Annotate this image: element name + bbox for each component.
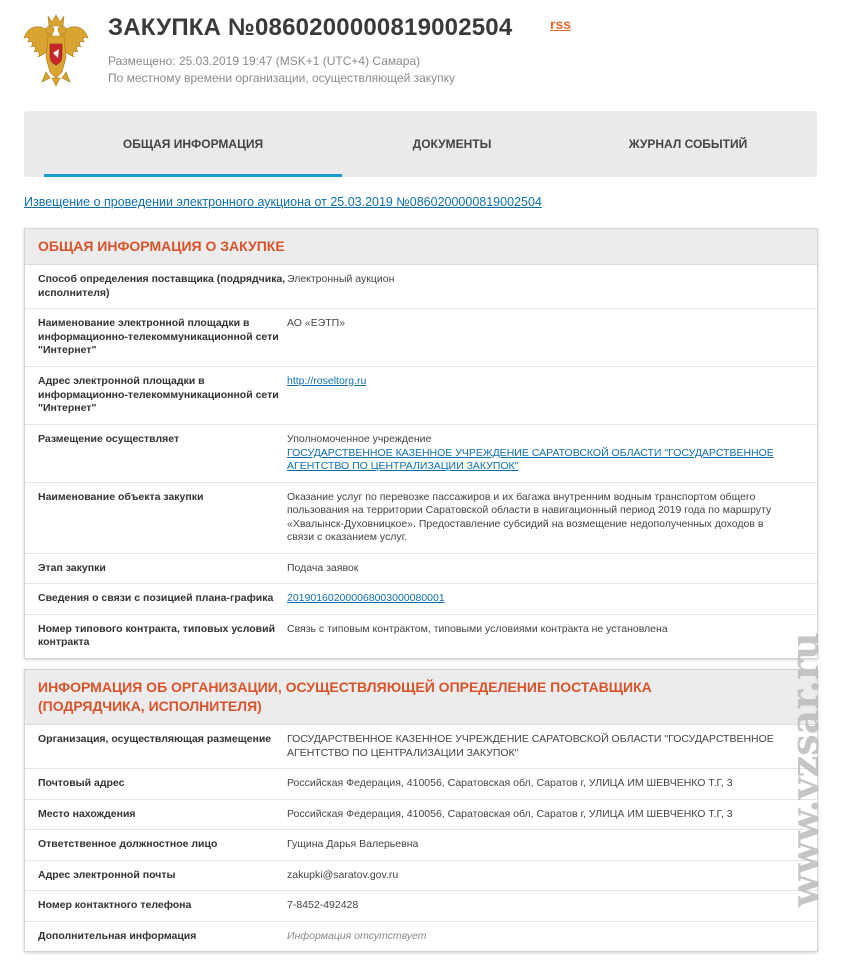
- table-row: [25, 800, 817, 831]
- table-row: [25, 861, 817, 892]
- watermark-text: www.vzsar.ru: [782, 632, 827, 908]
- authority-type: Уполномоченное учреждение: [287, 433, 432, 445]
- row-value: Российская Федерация, 410056, Саратовская обл, Саратов г, УЛИЦА ИМ ШЕВЧЕНКО Т.Г, 3: [287, 777, 733, 789]
- general-info-panel: [24, 228, 818, 659]
- no-info-text: Информация отсутствует: [287, 929, 427, 942]
- notice-link[interactable]: Извещение о проведении электронного аукциона от 25.03.2019 №0860200000819002504: [24, 195, 542, 209]
- row-value: Связь с типовым контрактом, типовыми условиями контракта не установлена: [287, 622, 668, 635]
- table-row: [25, 584, 817, 615]
- row-label: Почтовый адрес: [38, 777, 125, 789]
- tab-bar: [24, 111, 817, 177]
- row-label: Место нахождения: [38, 807, 136, 820]
- row-value: [287, 425, 817, 482]
- page-title: ЗАКУПКА №0860200000819002504: [108, 14, 513, 41]
- row-value: Российская Федерация, 410056, Саратовская обл, Саратов г, УЛИЦА ИМ ШЕВЧЕНКО Т.Г, 3: [287, 807, 733, 820]
- general-info-heading: ОБЩАЯ ИНФОРМАЦИЯ О ЗАКУПКЕ: [25, 229, 817, 265]
- row-label: Дополнительная информация: [38, 929, 197, 942]
- table-row: [25, 769, 817, 800]
- row-label: Номер типового контракта, типовых условий контракта: [38, 622, 276, 648]
- row-label: Этап закупки: [38, 561, 106, 574]
- plan-position-link[interactable]: 201901602000068003000080001: [287, 592, 445, 604]
- table-row: [25, 830, 817, 861]
- table-row: [25, 725, 817, 769]
- platform-url-link[interactable]: http://roseltorg.ru: [287, 375, 367, 387]
- table-row: [25, 425, 817, 483]
- tab-event-log[interactable]: ЖУРНАЛ СОБЫТИЙ: [628, 137, 748, 151]
- row-label: Ответственное должностное лицо: [38, 838, 218, 850]
- table-row: [25, 922, 817, 952]
- authority-org-link[interactable]: ГОСУДАРСТВЕННОЕ КАЗЕННОЕ УЧРЕЖДЕНИЕ САРАТОВСКОЙ ОБЛАСТИ "ГОСУДАРСТВЕННОЕ АГЕНТСТВО ПО ЦЕНТРАЛИЗАЦИИ ЗАКУПОК": [287, 446, 774, 472]
- row-label: Сведения о связи с позицией плана-графика: [38, 592, 274, 604]
- row-value: [287, 367, 817, 424]
- organization-panel: [24, 669, 818, 952]
- row-value: [287, 584, 817, 614]
- row-value: Подача заявок: [287, 561, 359, 574]
- row-value: Оказание услуг по перевозке пассажиров и их багажа внутренним водным транспортом общего пользования на территории Саратовской области в навигационный период 2019 года по маршруту «Хвалынск-Духовницкое». Предоставление субсидий на возмещение недополученных доходов в связи с оказанием услуг.: [287, 490, 772, 543]
- row-label: Способ определения поставщика (подрядчика, исполнителя): [38, 273, 286, 299]
- row-value: 7-8452-492428: [287, 899, 359, 911]
- row-value: Электронный аукцион: [287, 273, 395, 285]
- table-row: [25, 309, 817, 367]
- row-label: Адрес электронной почты: [38, 868, 176, 881]
- table-row: [25, 891, 817, 922]
- row-label: Размещение осуществляет: [38, 433, 180, 445]
- tab-documents[interactable]: ДОКУМЕНТЫ: [412, 137, 492, 151]
- organization-heading: ИНФОРМАЦИЯ ОБ ОРГАНИЗАЦИИ, ОСУЩЕСТВЛЯЮЩЕЙ ОПРЕДЕЛЕНИЕ ПОСТАВЩИКА (ПОДРЯДЧИКА, ИСПОЛНИТЕЛЯ): [25, 670, 817, 725]
- timezone-note: По местному времени организации, осуществляющей закупку: [108, 71, 456, 85]
- row-label: Наименование электронной площадки в информационно-телекоммуникационной сети "Интернет": [38, 317, 279, 356]
- row-value: zakupki@saratov.gov.ru: [287, 868, 399, 881]
- row-value: ГОСУДАРСТВЕННОЕ КАЗЕННОЕ УЧРЕЖДЕНИЕ САРАТОВСКОЙ ОБЛАСТИ "ГОСУДАРСТВЕННОЕ АГЕНТСТВО ПО ЦЕНТРАЛИЗАЦИИ ЗАКУПОК": [287, 733, 774, 759]
- tab-general-info[interactable]: ОБЩАЯ ИНФОРМАЦИЯ: [44, 111, 342, 177]
- row-value: Гущина Дарья Валерьевна: [287, 838, 419, 850]
- row-label: Наименование объекта закупки: [38, 490, 204, 503]
- rss-link[interactable]: rss: [550, 16, 572, 32]
- row-value: [287, 922, 817, 952]
- row-value: АО «ЕЭТП»: [287, 317, 346, 329]
- placement-date: Размещено: 25.03.2019 19:47 (MSK+1 (UTC+4) Самара): [108, 54, 421, 68]
- row-label: Номер контактного телефона: [38, 899, 192, 911]
- row-label: Организация, осуществляющая размещение: [38, 733, 272, 745]
- table-row: [25, 615, 817, 658]
- table-row: [25, 554, 817, 585]
- table-row: [25, 265, 817, 309]
- coat-of-arms-emblem: [22, 12, 90, 88]
- table-row: [25, 367, 817, 425]
- row-label: Адрес электронной площадки в информационно-телекоммуникационной сети "Интернет": [38, 375, 279, 414]
- table-row: [25, 483, 817, 554]
